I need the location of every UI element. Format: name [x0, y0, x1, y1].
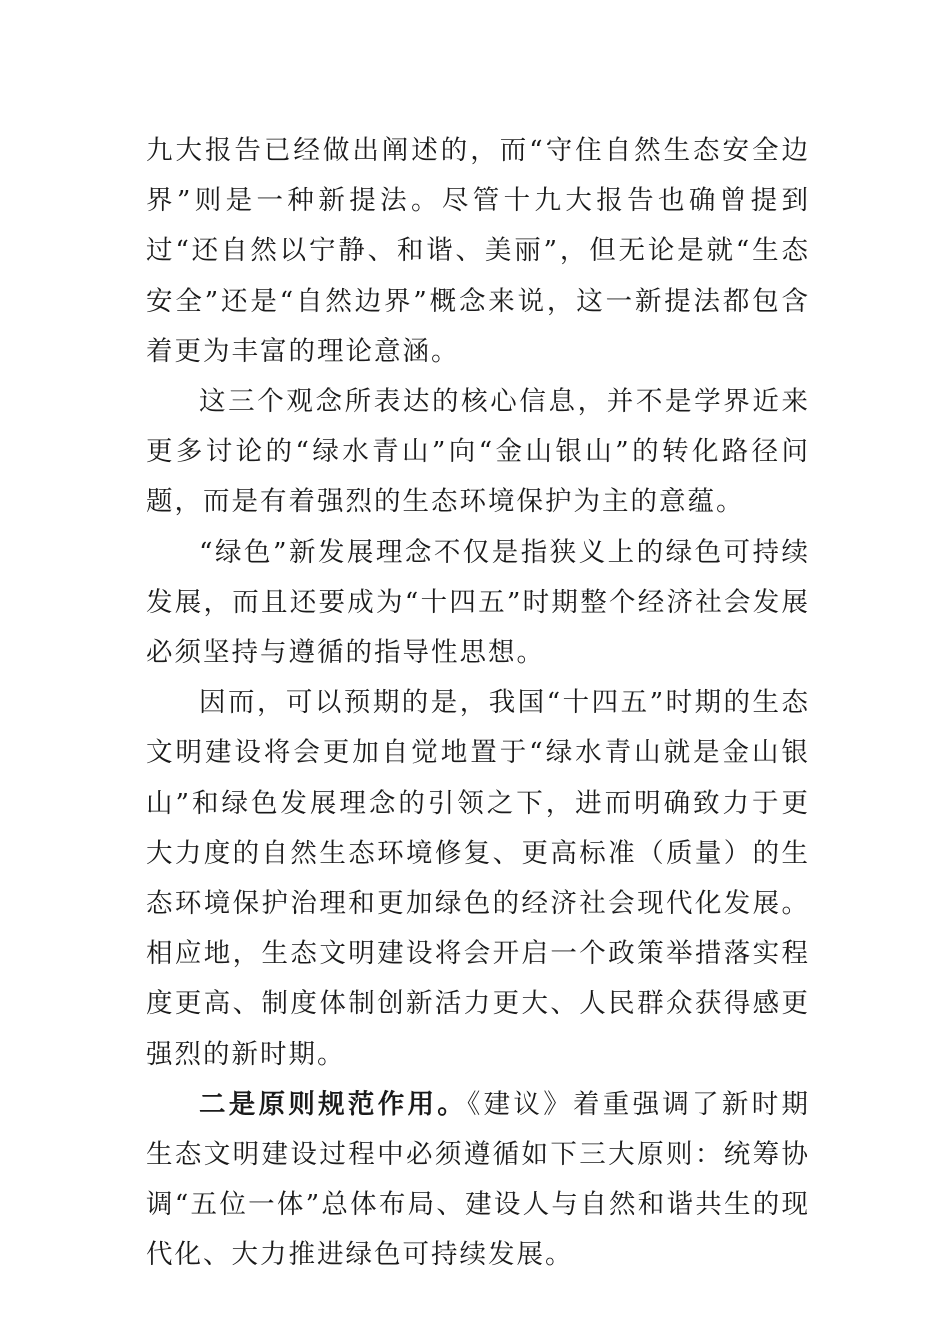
paragraph-core-message: 这三个观念所表达的核心信息，并不是学界近来更多讨论的“绿水青山”向“金山银山”的转化路径问题，而是有着强烈的生态环境保护为主的意蕴。 [146, 386, 810, 518]
principles-heading: 二是原则规范作用。 [199, 1088, 468, 1120]
principles-text: 《建议》着重强调了新时期生态文明建设过程中必须遵循如下三大原则：统筹协调“五位一体”总体布局、建设人与自然和谐共生的现代化、大力推进绿色可持续发展。 [146, 1088, 811, 1271]
paragraph-expectation: 因而，可以预期的是，我国“十四五”时期的生态文明建设将会更加自觉地置于“绿水青山就是金山银山”和绿色发展理念的引领之下，进而明确致力于更大力度的自然生态环境修复、更高标准（质量）的生态环境保护治理和更加绿色的经济社会现代化发展。相应地，生态文明建设将会开启一个政策举措落实程度更高、制度体制创新活力更大、人民群众获得感更强烈的新时期。 [146, 687, 810, 1070]
paragraph-green-concept: “绿色”新发展理念不仅是指狭义上的绿色可持续发展，而且还要成为“十四五”时期整个经济社会发展必须坚持与遵循的指导性思想。 [146, 536, 810, 669]
paragraph-principles [146, 1080, 810, 1281]
document-body [146, 126, 810, 1281]
paragraph-continuation: 九大报告已经做出阐述的，而“守住自然生态安全边界”则是一种新提法。尽管十九大报告也确曾提到过“还自然以宁静、和谐、美丽”，但无论是就“生态安全”还是“自然边界”概念来说，这一新提法都包含着更为丰富的理论意涵。 [146, 135, 810, 367]
